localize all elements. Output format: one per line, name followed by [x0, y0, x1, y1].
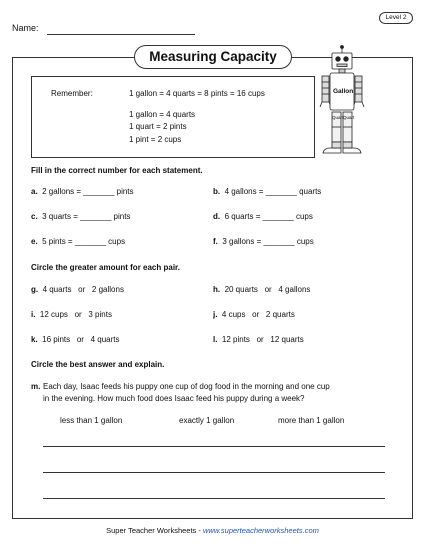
item-text: 12 cups or 3 pints [39, 310, 112, 319]
footer-link[interactable]: www.superteacherworksheets.com [202, 526, 319, 535]
item-letter: g. [31, 285, 39, 294]
item-text: 2 gallons = _______ pints [42, 187, 134, 196]
section2-heading: Circle the greater amount for each pair. [31, 263, 180, 272]
choice-less-than[interactable]: less than 1 gallon [60, 416, 123, 425]
choice-exactly[interactable]: exactly 1 gallon [179, 416, 235, 425]
name-field[interactable] [47, 34, 195, 35]
choice-more-than[interactable]: more than 1 gallon [278, 416, 345, 425]
item-f [213, 237, 314, 246]
item-g [31, 285, 124, 294]
item-letter: a. [31, 187, 38, 196]
page-title: Measuring Capacity [134, 45, 292, 69]
item-letter: b. [213, 187, 221, 196]
item-text: 6 quarts = _______ cups [224, 212, 313, 221]
item-letter: f. [213, 237, 218, 246]
item-text: 4 cups or 2 quarts [221, 310, 295, 319]
answer-line-2[interactable] [43, 472, 385, 473]
answer-line-3[interactable] [43, 498, 385, 499]
item-text: 4 gallons = _______ quarts [224, 187, 322, 196]
item-m-question-line-2: in the evening. How much food does Isaac feed his puppy during a week? [43, 394, 305, 403]
item-letter: e. [31, 237, 38, 246]
item-letter: i. [31, 310, 36, 319]
item-c [31, 212, 130, 221]
item-d [213, 212, 313, 221]
item-letter: j. [213, 310, 218, 319]
item-letter: d. [213, 212, 221, 221]
item-letter: k. [31, 335, 38, 344]
item-text: 3 gallons = _______ cups [222, 237, 314, 246]
section3-heading: Circle the best answer and explain. [31, 360, 165, 369]
item-m-letter: m. [31, 382, 41, 391]
level-badge: Level 2 [379, 12, 413, 24]
item-text: 16 pints or 4 quarts [42, 335, 120, 344]
footer-prefix: Super Teacher Worksheets - [106, 526, 203, 535]
robot-quart-label-1: Quart [332, 115, 344, 120]
item-a [31, 187, 134, 196]
item-text: 4 quarts or 2 gallons [42, 285, 124, 294]
robot-illustration [313, 44, 371, 166]
item-text: 20 quarts or 4 gallons [224, 285, 311, 294]
item-text: 12 pints or 12 quarts [221, 335, 304, 344]
item-j [213, 310, 295, 319]
section1-heading: Fill in the correct number for each statement. [31, 166, 203, 175]
remember-line-3: 1 quart = 2 pints [129, 122, 187, 131]
remember-line-2: 1 gallon = 4 quarts [129, 110, 196, 119]
item-l [213, 335, 304, 344]
item-e [31, 237, 125, 246]
item-k [31, 335, 120, 344]
item-m-question-line-1: Each day, Isaac feeds his puppy one cup of dog food in the morning and one cup [43, 382, 330, 391]
item-b [213, 187, 321, 196]
remember-line-4: 1 pint = 2 cups [129, 135, 182, 144]
item-text: 5 pints = _______ cups [42, 237, 126, 246]
remember-line-1: 1 gallon = 4 quarts = 8 pints = 16 cups [129, 89, 265, 98]
item-text: 3 quarts = _______ pints [42, 212, 131, 221]
item-h [213, 285, 310, 294]
item-i [31, 310, 112, 319]
robot-gallon-label: Gallon [333, 88, 354, 95]
item-letter: l. [213, 335, 218, 344]
footer [0, 526, 425, 535]
remember-label: Remember: [51, 89, 93, 98]
answer-line-1[interactable] [43, 446, 385, 447]
item-letter: h. [213, 285, 221, 294]
robot-quart-label-2: Quart [343, 115, 355, 120]
item-letter: c. [31, 212, 38, 221]
name-label: Name: [12, 23, 39, 33]
